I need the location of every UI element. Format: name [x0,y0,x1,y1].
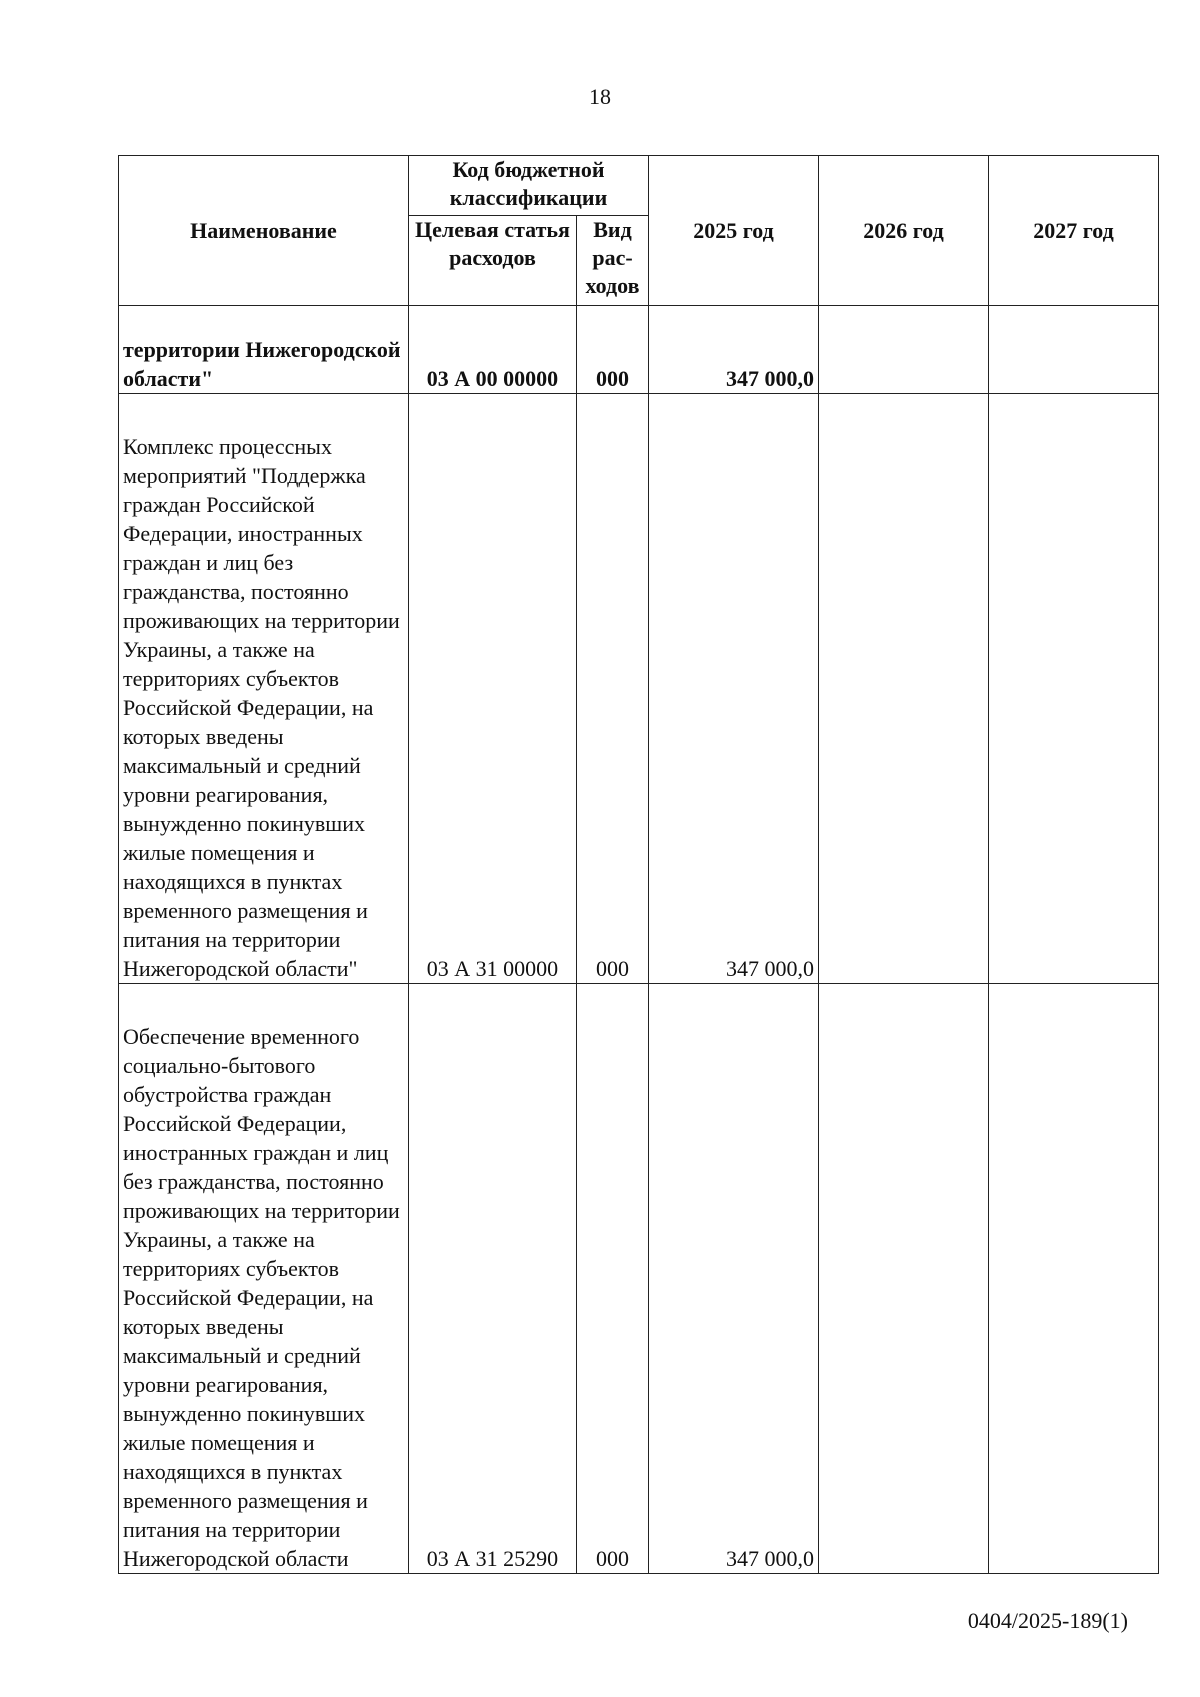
row-expense-type: 000 [577,306,649,394]
row-amount-2025: 347 000,0 [649,984,819,1574]
row-amount-2025: 347 000,0 [649,306,819,394]
row-amount-2026 [819,984,989,1574]
row-expense-type: 000 [577,984,649,1574]
row-name: Обеспечение временного социально-бытового обустройства граждан Российской Федерации, иностранных граждан и лиц без гражданства, постоянно проживающих на территории Украины, а также на территориях субъектов Российской Федерации, на которых введены максимальный и средний уровни реагирования, вынужденно покинувших жилые помещения и находящихся в пунктах временного размещения и питания на территории Нижегородской области [119,984,409,1574]
row-amount-2027 [989,306,1159,394]
row-amount-2026 [819,394,989,984]
row-amount-2025: 347 000,0 [649,394,819,984]
table-row [119,984,1159,1574]
header-name: Наименование [119,156,409,306]
table-row [119,306,1159,394]
row-target-article: 03 А 31 25290 [409,984,577,1574]
budget-table [118,155,1159,1574]
table-row [119,394,1159,984]
header-2027: 2027 год [989,156,1159,306]
header-expense-type: Вид рас-ходов [577,216,649,306]
header-2026: 2026 год [819,156,989,306]
header-2025: 2025 год [649,156,819,306]
row-name: территории Нижегородской области" [119,306,409,394]
page-number: 18 [589,84,611,109]
header-code-group: Код бюджетной классификации [409,156,649,216]
row-amount-2027 [989,394,1159,984]
document-number: 0404/2025-189(1) [967,1608,1128,1633]
row-target-article: 03 А 00 00000 [409,306,577,394]
row-expense-type: 000 [577,394,649,984]
header-target-article: Целевая статья расходов [409,216,577,306]
row-amount-2027 [989,984,1159,1574]
row-amount-2026 [819,306,989,394]
row-target-article: 03 А 31 00000 [409,394,577,984]
row-name: Комплекс процессных мероприятий "Поддержка граждан Российской Федерации, иностранных граждан и лиц без гражданства, постоянно проживающих на территории Украины, а также на территориях субъектов Российской Федерации, на которых введены максимальный и средний уровни реагирования, вынужденно покинувших жилые помещения и находящихся в пунктах временного размещения и питания на территории Нижегородской области" [119,394,409,984]
